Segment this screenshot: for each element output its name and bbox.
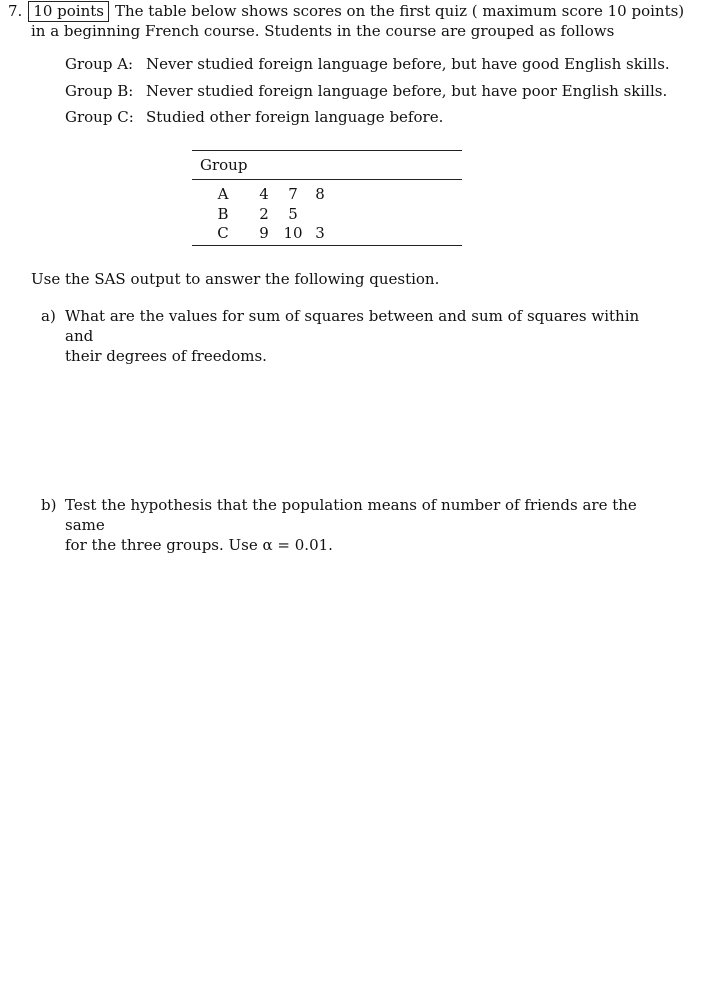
group-description: Studied other foreign language before. (146, 108, 444, 126)
question-number: 7. (8, 2, 23, 20)
table-cell: 2 (259, 205, 269, 223)
table-cell-group: C (217, 224, 229, 242)
part-text-line2: their degrees of freedoms. (65, 347, 267, 365)
table-cell: 10 (283, 224, 303, 242)
table-cell: 8 (315, 185, 325, 203)
group-row-c (65, 107, 670, 134)
group-description: Never studied foreign language before, but have poor English skills. (146, 81, 668, 100)
group-label: Group A: (65, 55, 134, 73)
table-row (192, 204, 462, 224)
table-row (192, 223, 462, 243)
question-intro-line1: The table below shows scores on the first quiz ( maximum score 10 points) (114, 2, 685, 20)
part-letter: a) (41, 307, 56, 325)
table-cell: 9 (259, 224, 269, 242)
instructions-text: Use the SAS output to answer the following question. (31, 270, 440, 288)
part-text-line2: for the three groups. Use α = 0.01. (65, 536, 333, 554)
question-header (8, 1, 684, 22)
table-cell: 3 (315, 224, 325, 242)
group-description: Never studied foreign language before, but have good English skills. (146, 55, 670, 73)
part-a (41, 306, 641, 366)
table-cell: 4 (259, 185, 269, 203)
group-row-a (65, 54, 670, 81)
table-cell-group: B (217, 205, 229, 223)
group-definitions (65, 54, 670, 134)
table-cell-group: A (217, 185, 229, 203)
points-badge: 10 points (28, 1, 109, 22)
part-text-line1: What are the values for sum of squares between and sum of squares within and (65, 307, 640, 345)
question-intro-line2: in a beginning French course. Students in the course are grouped as follows (31, 22, 615, 40)
table-row (192, 184, 462, 204)
table-header-rule (192, 179, 462, 180)
group-row-b (65, 81, 670, 108)
part-text-line1: Test the hypothesis that the population means of number of friends are the same (65, 496, 637, 534)
part-b (41, 495, 641, 555)
part-letter: b) (41, 496, 57, 514)
group-label: Group B: (65, 81, 134, 100)
group-label: Group C: (65, 108, 134, 126)
scores-table (192, 150, 462, 246)
table-header-group: Group (200, 156, 248, 174)
table-cell: 5 (288, 205, 298, 223)
table-cell: 7 (288, 185, 298, 203)
